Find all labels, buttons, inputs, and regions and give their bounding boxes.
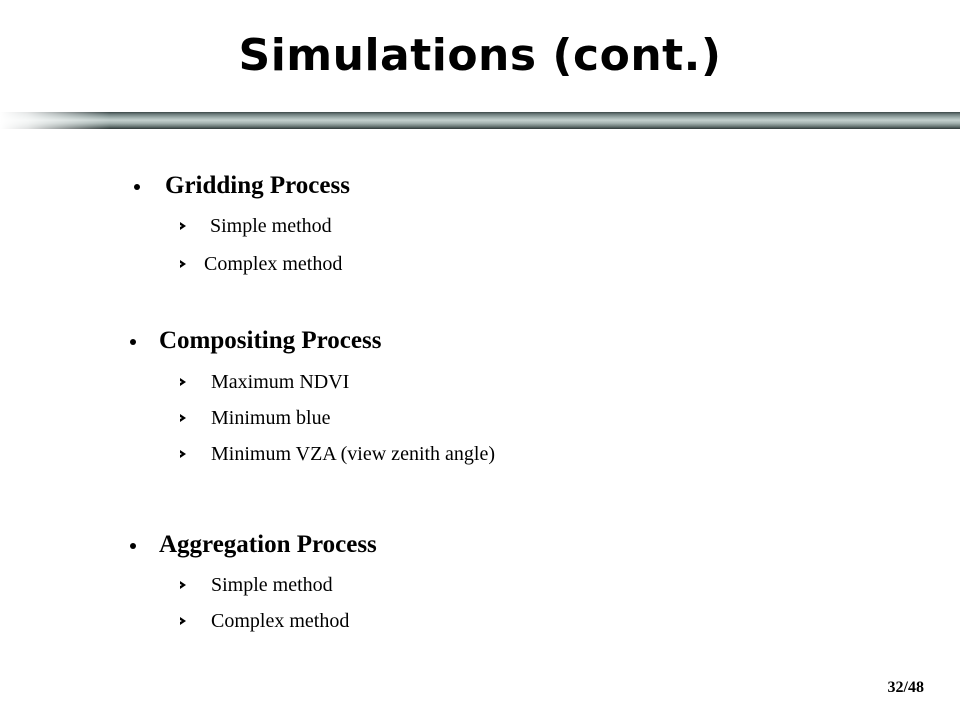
list-item-text: Complex method — [204, 253, 343, 275]
list-item — [130, 213, 830, 239]
list-item — [130, 441, 830, 467]
list-item — [130, 405, 830, 431]
section-heading-text: Compositing Process — [159, 327, 382, 354]
section-heading — [130, 170, 830, 202]
arrow-bullet-icon — [180, 414, 186, 422]
bullet-dot-icon — [134, 184, 140, 190]
list-item — [130, 608, 830, 634]
slide-title: Simulations (cont.) — [238, 30, 722, 81]
arrow-bullet-icon — [180, 450, 186, 458]
arrow-bullet-icon — [180, 222, 186, 230]
section-gridding — [130, 170, 830, 277]
list-item-text: Minimum blue — [211, 407, 331, 429]
section-heading — [130, 325, 830, 357]
list-item — [130, 369, 830, 395]
arrow-bullet-icon — [180, 617, 186, 625]
bullet-dot-icon — [130, 543, 136, 549]
section-heading — [130, 529, 830, 561]
arrow-bullet-icon — [180, 581, 186, 589]
list-item — [130, 251, 830, 277]
section-compositing — [130, 325, 830, 467]
bullet-dot-icon — [130, 339, 136, 345]
section-aggregation — [130, 529, 830, 634]
list-item-text: Minimum VZA (view zenith angle) — [211, 443, 496, 465]
arrow-bullet-icon — [180, 378, 186, 386]
page-number: 32/48 — [887, 679, 924, 696]
section-heading-text: Gridding Process — [165, 172, 350, 199]
list-item-text: Simple method — [211, 574, 333, 596]
list-item — [130, 572, 830, 598]
section-heading-text: Aggregation Process — [159, 531, 377, 558]
list-item-text: Maximum NDVI — [211, 371, 350, 393]
title-divider-bar — [0, 112, 960, 129]
arrow-bullet-icon — [180, 260, 186, 268]
list-item-text: Complex method — [211, 610, 350, 632]
list-item-text: Simple method — [210, 215, 332, 237]
